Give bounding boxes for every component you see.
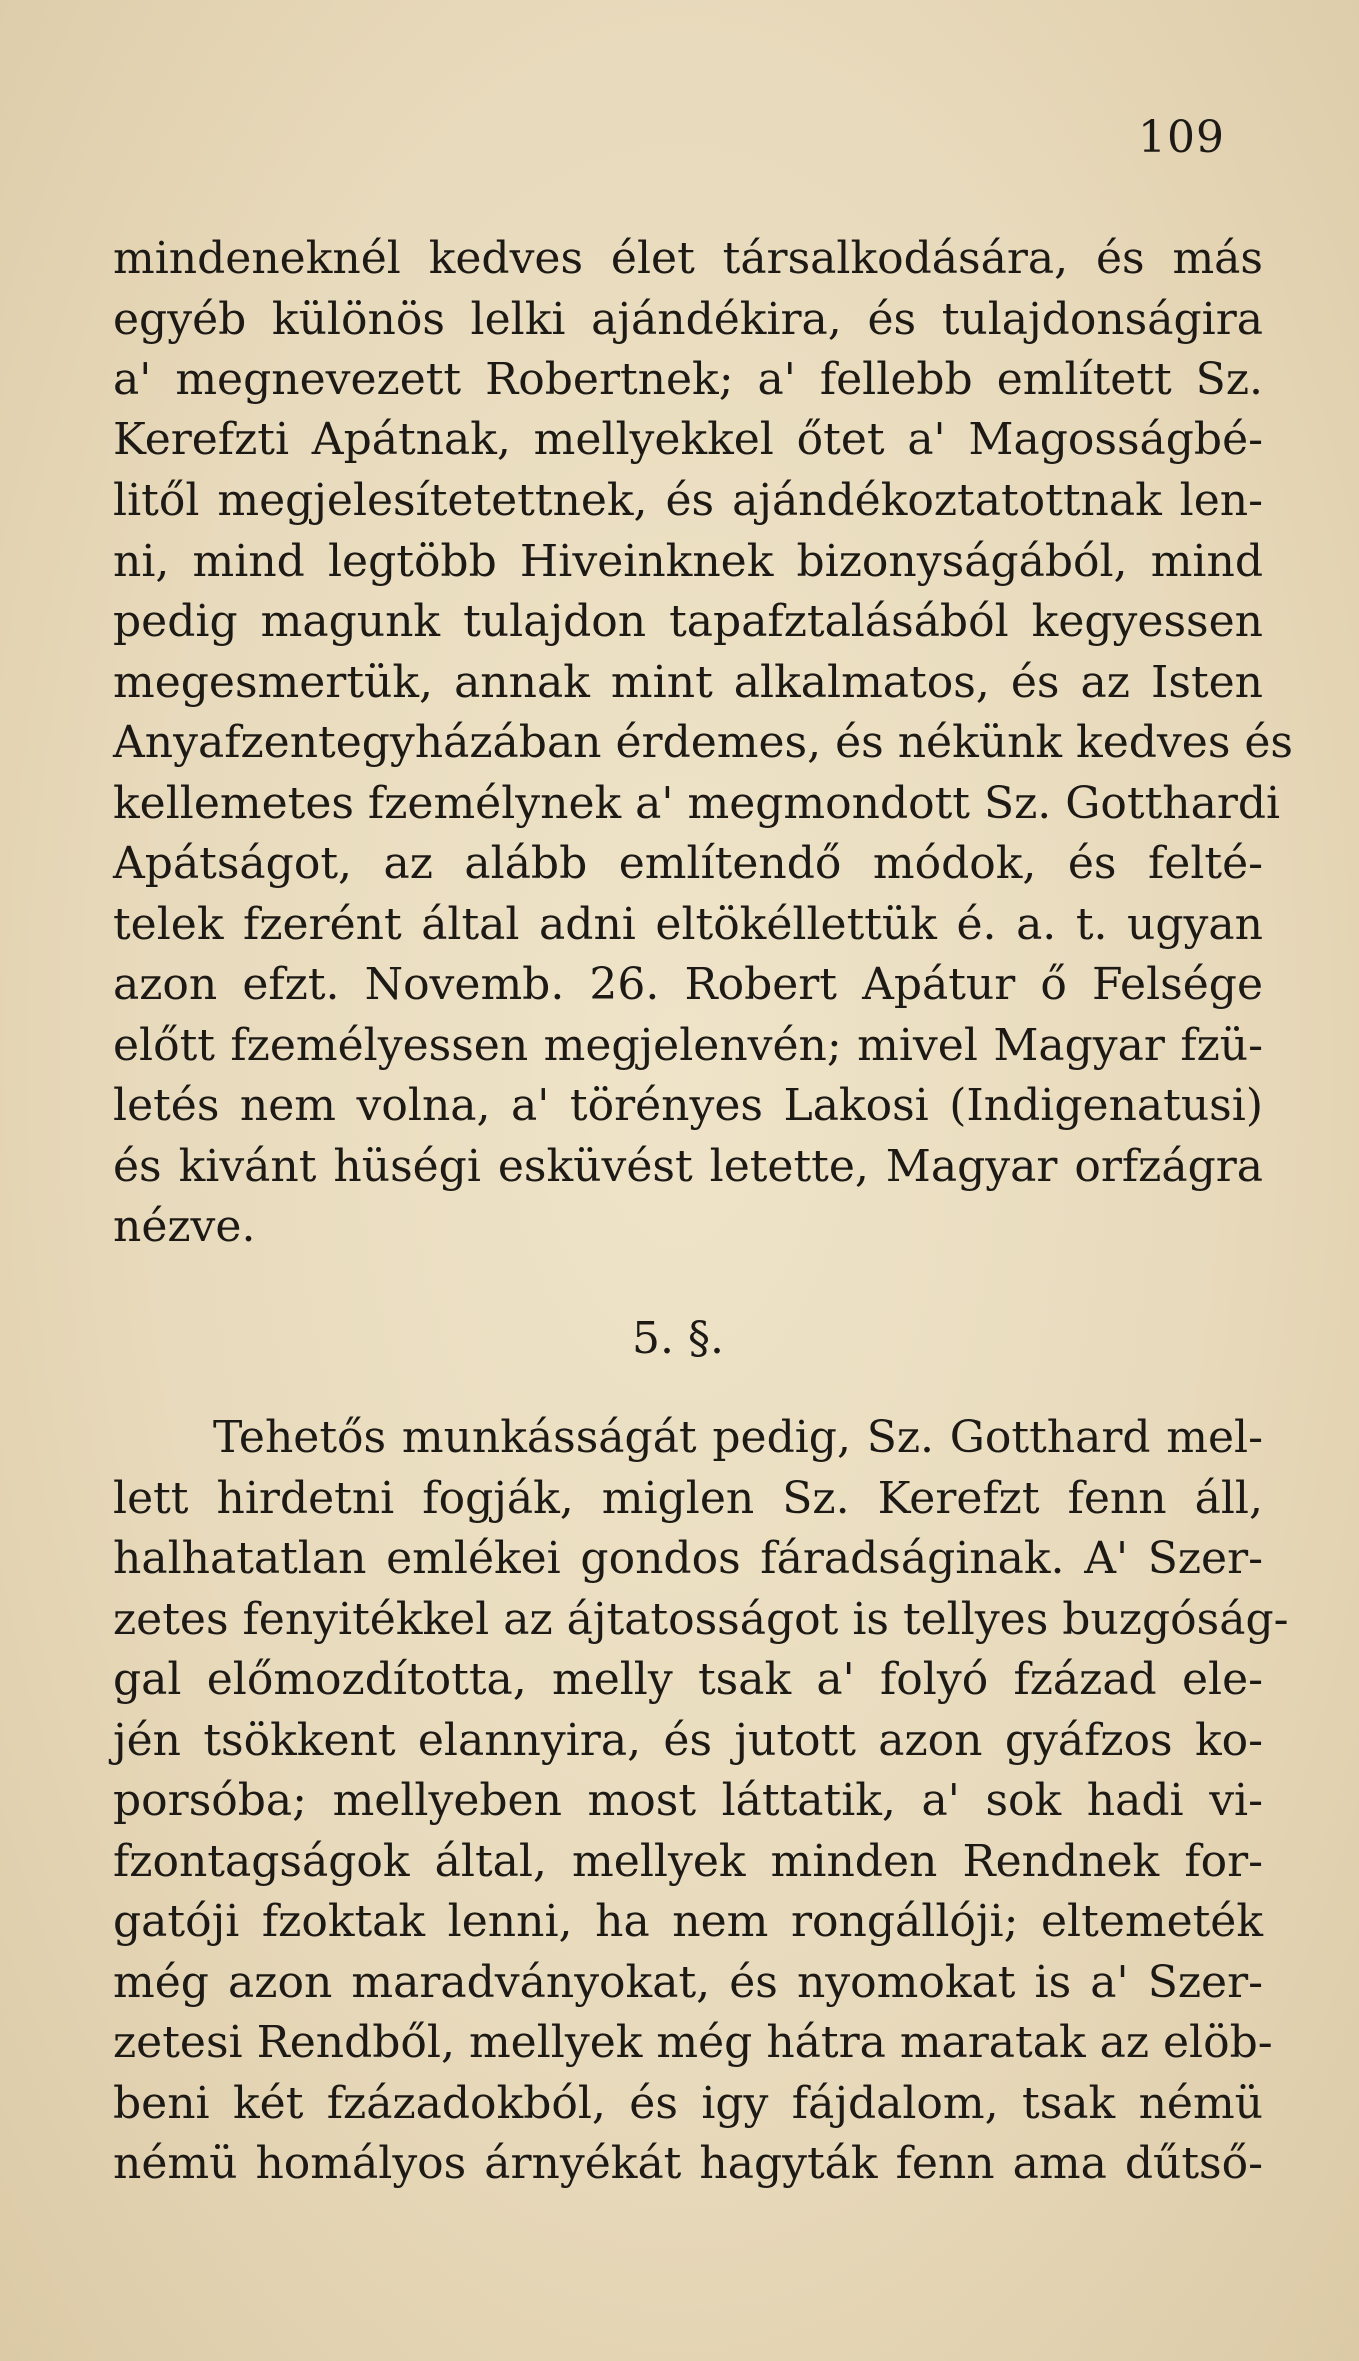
text-line: előtt fzemélyessen megjelenvén; mivel Magyar fzü- <box>113 1020 1263 1071</box>
text-line: még azon maradványokat, és nyomokat is a' Szer- <box>113 1957 1263 2008</box>
text-line: némü homályos árnyékát hagyták fenn ama dűtső- <box>113 2138 1263 2189</box>
text-line: zetes fenyitékkel az ájtatosságot is tellyes buzgóság- <box>113 1594 1289 1645</box>
text-line: Apátságot, az alább említendő módok, és felté- <box>113 838 1263 889</box>
text-line: telek fzerént által adni eltökéllettük é. a. t. ugyan <box>113 899 1263 950</box>
text-line: gatóji fzoktak lenni, ha nem rongállóji; eltemeték <box>113 1896 1263 1947</box>
text-line: lett hirdetni fogják, miglen Sz. Kerefzt fenn áll, <box>113 1473 1263 1524</box>
text-line: porsóba; mellyeben most láttatik, a' sok hadi vi- <box>113 1775 1263 1826</box>
text-line: zetesi Rendből, mellyek még hátra maratak az elöb- <box>113 2017 1273 2068</box>
text-line: fzontagságok által, mellyek minden Rendnek for- <box>113 1836 1263 1887</box>
text-line: mindeneknél kedves élet társalkodására, és más <box>113 233 1263 284</box>
text-line: azon efzt. Novemb. 26. Robert Apátur ő Felsége <box>113 959 1263 1010</box>
text-line: egyéb különös lelki ajándékira, és tulajdonságira <box>113 294 1263 345</box>
text-line: beni két fzázadokból, és igy fájdalom, tsak némü <box>113 2078 1263 2129</box>
text-line: nézve. <box>113 1201 256 1252</box>
text-line: letés nem volna, a' törényes Lakosi (Indigenatusi) <box>113 1080 1263 1131</box>
text-line: jén tsökkent elannyira, és jutott azon gyáfzos ko- <box>113 1715 1263 1766</box>
text-line: Tehetős munkásságát pedig, Sz. Gotthard mel- <box>213 1412 1263 1463</box>
text-line: pedig magunk tulajdon tapafztalásából kegyessen <box>113 596 1263 647</box>
text-line: ni, mind legtöbb Hiveinknek bizonyságából, mind <box>113 536 1263 587</box>
text-line: Kerefzti Apátnak, mellyekkel őtet a' Magosságbé- <box>113 414 1263 465</box>
text-line: halhatatlan emlékei gondos fáradságinak. A' Szer- <box>113 1533 1263 1584</box>
text-line: és kivánt hüségi esküvést letette, Magyar orfzágra <box>113 1141 1263 1192</box>
text-line: Anyafzentegyházában érdemes, és nékünk kedves és <box>113 717 1294 768</box>
text-line: a' megnevezett Robertnek; a' fellebb említett Sz. <box>113 354 1263 405</box>
text-line: gal előmozdította, melly tsak a' folyó fzázad ele- <box>113 1654 1263 1705</box>
page-number: 109 <box>1138 112 1225 163</box>
text-line: litől megjelesítetettnek, és ajándékoztatottnak len- <box>113 475 1263 526</box>
text-line: megesmertük, annak mint alkalmatos, és az Isten <box>113 657 1263 708</box>
section-heading: 5. §. <box>632 1313 724 1364</box>
text-line: kellemetes fzemélynek a' megmondott Sz. Gotthardi <box>113 778 1281 829</box>
